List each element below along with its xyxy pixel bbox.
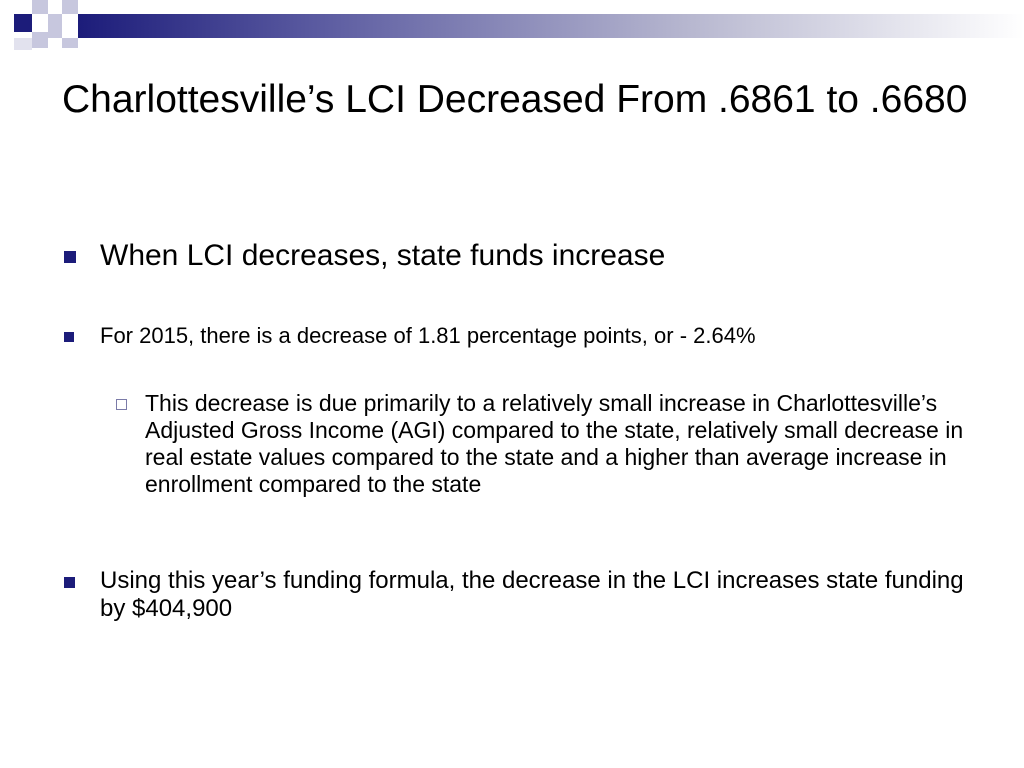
square-bullet-icon (64, 577, 75, 588)
bullet-text: For 2015, there is a decrease of 1.81 percentage points, or - 2.64% (100, 323, 756, 348)
sub-bullet-item (116, 390, 966, 498)
square-bullet-icon (64, 251, 76, 263)
hollow-square-bullet-icon (116, 399, 127, 410)
slide-title: Charlottesville’s LCI Decreased From .6861 to .6680 (62, 78, 968, 121)
bullet-item (64, 238, 964, 274)
bullet-item (64, 567, 974, 623)
square-bullet-icon (64, 332, 74, 342)
bullet-item (64, 322, 964, 350)
bullet-text: Using this year’s funding formula, the decrease in the LCI increases state funding by $404,900 (100, 567, 964, 622)
sub-bullet-text: This decrease is due primarily to a relatively small increase in Charlottesville’s Adjusted Gross Income (AGI) compared to the state, relatively small decrease in real estate values compared to the state and a higher than average increase in enrollment compared to the state (145, 390, 964, 497)
bullet-text: When LCI decreases, state funds increase (100, 239, 666, 272)
